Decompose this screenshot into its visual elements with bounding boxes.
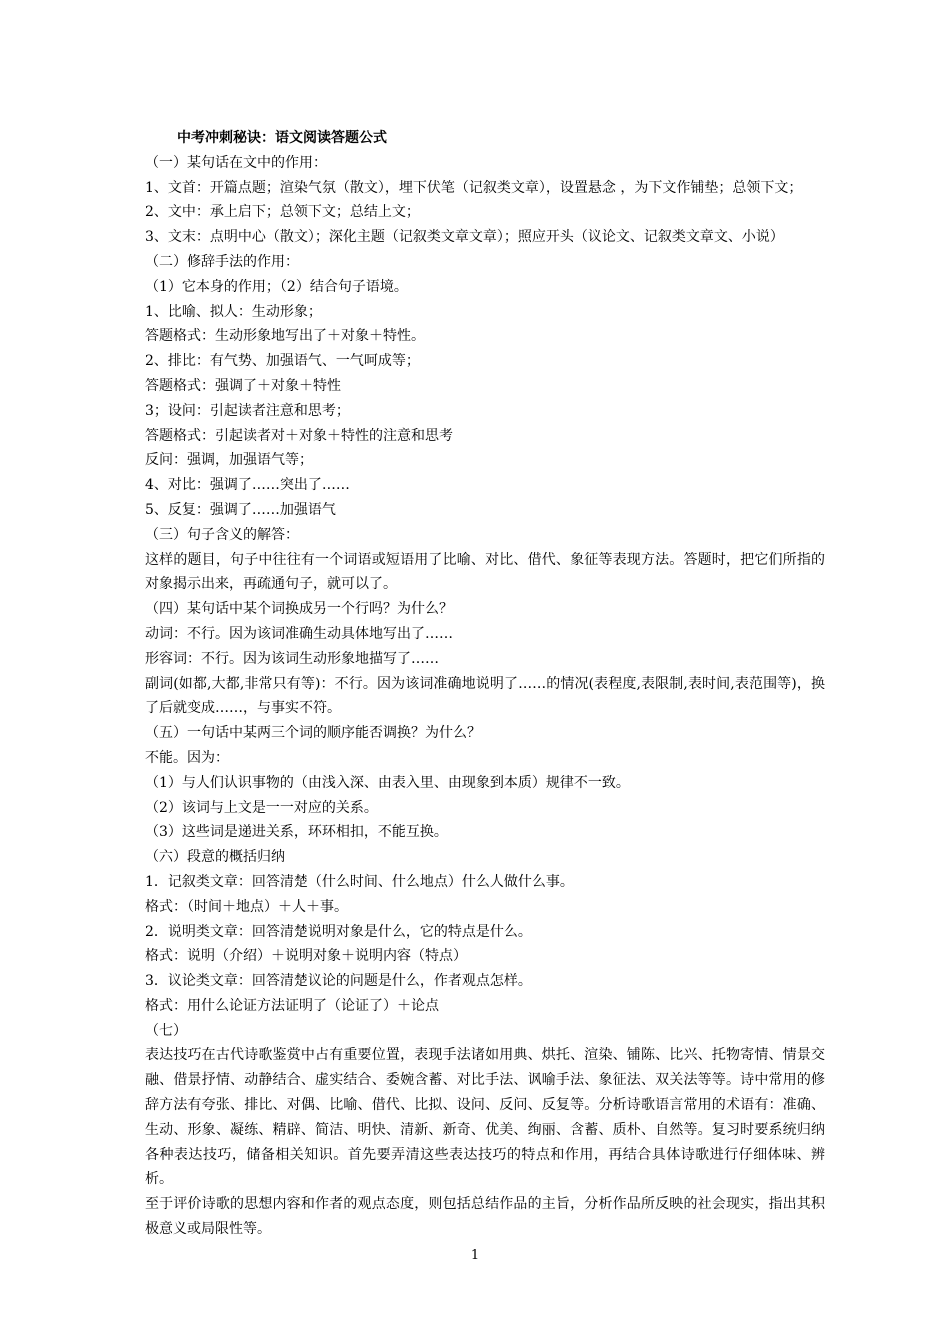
body-line: 5、反复：强调了……加强语气 [145,501,336,518]
section-heading: （七） [145,1022,187,1039]
body-line: （2）该词与上文是一一对应的关系。 [145,799,378,816]
section-heading: （五）一句话中某两三个词的顺序能否调换？为什么？ [145,725,481,742]
body-line: 不能。因为： [145,749,229,766]
section-heading: （一）某句话在文中的作用： [145,154,327,171]
body-line: 格式：说明（介绍）＋说明对象＋说明内容（特点） [145,948,467,965]
body-line: （1）与人们认识事物的（由浅入深、由表入里、由现象到本质）规律不一致。 [145,774,630,791]
body-line: 2．说明类文章：回答清楚说明对象是什么，它的特点是什么。 [145,923,532,940]
body-line: 格式：用什么论证方法证明了（论证了）＋论点 [145,997,439,1014]
body-line: 1．记叙类文章：回答清楚（什么时间、什么地点）什么人做什么事。 [145,873,574,890]
body-line: 3；设问：引起读者注意和思考； [145,402,350,419]
section-heading: （三）句子含义的解答： [145,526,299,543]
section-heading: （四）某句话中某个词换成另一个行吗？为什么？ [145,601,453,618]
body-line: 反问：强调，加强语气等； [145,452,313,469]
body-line: 格式：（时间＋地点）＋人＋事。 [145,898,348,915]
body-line: 3．议论类文章：回答清楚议论的问题是什么，作者观点怎样。 [145,973,532,990]
body-line: 4、对比：强调了……突出了…… [145,477,350,494]
section-heading: （二）修辞手法的作用： [145,253,299,270]
document-body [145,126,825,1242]
body-line: 1、文首：开篇点题；渲染气氛（散文），埋下伏笔（记叙类文章），设置悬念 ，为下文作铺垫；总领下文； [145,179,803,196]
body-paragraph: 这样的题目，句子中往往有一个词语或短语用了比喻、对比、借代、象征等表现方法。答题时，把它们所指的对象揭示出来，再疏通句子，就可以了。 [145,551,825,593]
page-number: 1 [470,1248,480,1263]
document-title: 中考冲刺秘诀：语文阅读答题公式 [177,130,387,146]
body-line: 1、比喻、拟人：生动形象； [145,303,322,320]
body-line: 2、排比：有气势、加强语气、一气呵成等； [145,353,420,370]
body-paragraph: 副词(如都,大都,非常只有等)：不行。因为该词准确地说明了……的情况(表程度,表限制,表时间,表范围等)，换了后就变成……，与事实不符。 [145,675,825,717]
body-line: （3）这些词是递进关系，环环相扣，不能互换。 [145,824,448,841]
body-line: 形容词：不行。因为该词生动形象地描写了…… [145,650,439,667]
body-line: 3、文末：点明中心（散文）；深化主题（记叙类文章文章）；照应开头（议论文、记叙类文章文、小说） [145,229,784,246]
body-line: 动词：不行。因为该词准确生动具体地写出了…… [145,625,453,642]
section-heading: （六）段意的概括归纳 [145,849,285,866]
body-line: 答题格式：引起读者对＋对象＋特性的注意和思考 [145,427,453,444]
body-line: 答题格式：生动形象地写出了＋对象＋特性。 [145,328,425,345]
body-paragraph: 至于评价诗歌的思想内容和作者的观点态度，则包括总结作品的主旨，分析作品所反映的社会现实，指出其积极意义或局限性等。 [145,1196,825,1238]
body-line: 2、文中：承上启下；总领下文；总结上文； [145,204,420,221]
body-line: 答题格式：强调了＋对象＋特性 [145,377,341,394]
body-line: （1）它本身的作用；（2）结合句子语境。 [145,278,408,295]
body-paragraph: 表达技巧在古代诗歌鉴赏中占有重要位置，表现手法诸如用典、烘托、渲染、铺陈、比兴、托物寄情、情景交融、借景抒情、动静结合、虚实结合、委婉含蓄、对比手法、讽喻手法、象征法、双关法等等。诗中常用的修辞方法有夸张、排比、对偶、比喻、借代、比拟、设问、反问、反复等。分析诗歌语言常用的术语有：准确、生动、形象、凝练、精辟、简洁、明快、清新、新奇、优美、绚丽、含蓄、质朴、自然等。复习时要系统归纳各种表达技巧，储备相关知识。首先要弄清这些表达技巧的特点和作用，再结合具体诗歌进行仔细体味、辨析。 [145,1047,825,1188]
